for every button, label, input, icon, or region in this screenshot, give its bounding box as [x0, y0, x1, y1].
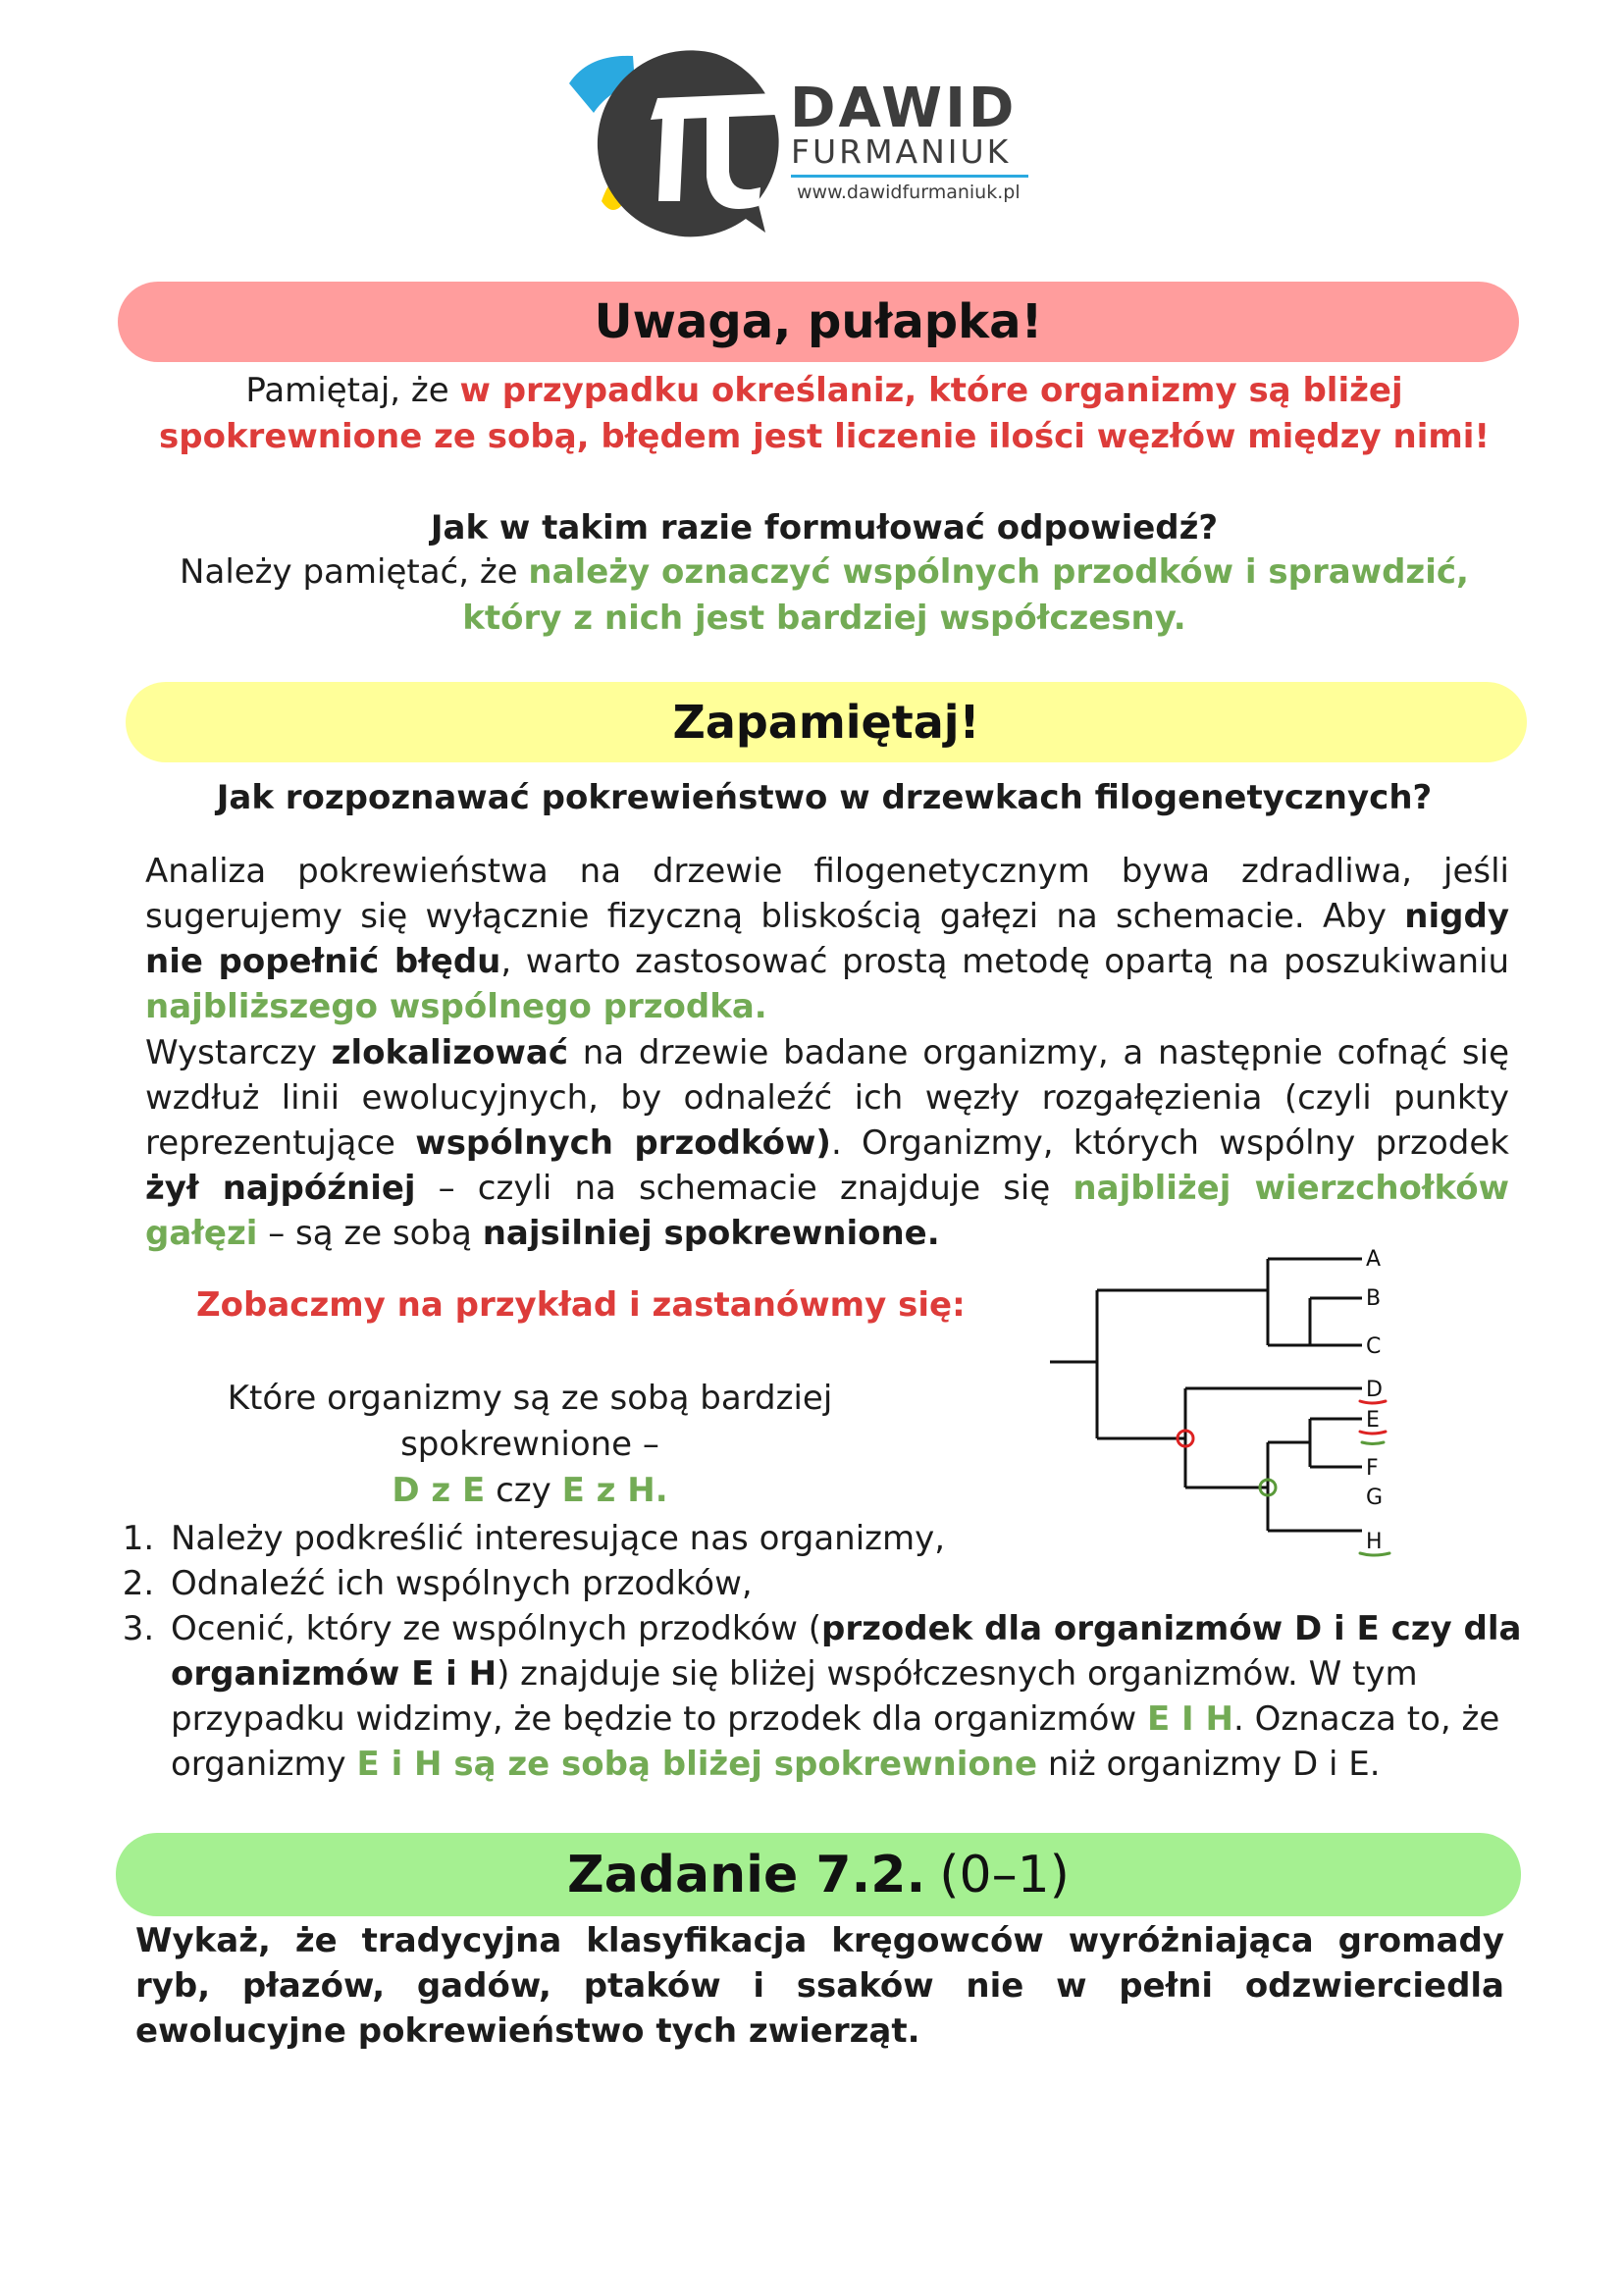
brand-divider [791, 175, 1028, 178]
step-2: 2. Odnaleźć ich wspólnych przodków, [165, 1561, 1529, 1606]
tree-leaf-labels [1366, 1247, 1383, 1554]
tree-leaf-D: D [1366, 1378, 1383, 1402]
steps-list [128, 1516, 1529, 1787]
trap-title: Uwaga, pułapka! [594, 294, 1043, 349]
remember-banner [126, 682, 1527, 762]
task-score: (0–1) [939, 1845, 1070, 1905]
trap-warning: w przypadku określaniz, które organizmy są bliżej spokrewnione ze sobą, błędem jest liczenie ilości węzłów między nimi! [159, 371, 1490, 456]
tree-leaf-B: B [1366, 1286, 1382, 1311]
remember-title: Zapamiętaj! [672, 696, 980, 749]
step-3: 3. Ocenić, który ze wspólnych przodków (przodek dla organizmów D i E czy dla organizmów E i H) znajduje się bliżej współczesnych organizmów. W tym przypadku widzimy, że będzie to przodek dla organizmów E I H. Oznacza to, że organizmy E i H są ze sobą bliżej spokrewnione niż organizmy D i E. [165, 1606, 1529, 1787]
trap-question: Jak w takim razie formułować odpowiedź? [430, 508, 1219, 548]
trap-text: Pamiętaj, że w przypadku określaniz, które organizmy są bliżej spokrewnione ze sobą, błędem jest liczenie ilości węzłów między nimi! [159, 371, 1490, 456]
tree-leaf-G: G [1366, 1486, 1384, 1510]
task-banner [116, 1833, 1521, 1916]
underline-E-green [1362, 1442, 1384, 1444]
tree-leaf-E: E [1366, 1408, 1380, 1433]
tree-leaf-H: H [1366, 1530, 1383, 1554]
step-1: 1. Należy podkreślić interesujące nas organizmy, [165, 1516, 1529, 1561]
remember-paragraph-2: Wystarczy zlokalizować na drzewie badane organizmy, a następnie cofnąć się wzdłuż linii ewolucyjnych, by odnaleźć ich węzły rozgałęzienia (czyli punkty reprezentujące wspólnych przodków). Organizmy, których wspólny przodek żył najpóźniej – czyli na schemacie znajduje się najbliżej wierzchołków gałęzi – są ze sobą najsilniej spokrewnione. [145, 1033, 1509, 1253]
logo-bubble [598, 50, 779, 236]
tree-leaf-F: F [1366, 1456, 1379, 1481]
tree-leaf-C: C [1366, 1334, 1382, 1359]
remember-paragraph-1: Analiza pokrewieństwa na drzewie filogenetycznym bywa zdradliwa, jeśli sugerujemy się wyłącznie fizyczną bliskością gałęzi na schemacie. Aby nigdy nie popełnić błędu, warto zastosować prostą metodę opartą na poszukiwaniu najbliższego wspólnego przodka. [145, 852, 1510, 1026]
example-question: Które organizmy są ze sobą bardziej spokrewnione – D z E czy E z H. [227, 1379, 833, 1510]
brand-name-first: DAWID [790, 77, 1018, 140]
task-text: Wykaż, że tradycyjna klasyfikacja kręgowców wyróżniająca gromady ryb, płazów, gadów, ptaków i ssaków nie w pełni odzwierciedla ewolucyjne pokrewieństwo tych zwierząt. [135, 1921, 1504, 2051]
brand-url: www.dawidfurmaniuk.pl [797, 182, 1021, 203]
trap-answer-highlight: należy oznaczyć wspólnych przodków i sprawdzić, który z nich jest bardziej współczesny. [462, 552, 1469, 638]
brand-name-last: FURMANIUK [791, 132, 1012, 171]
example-heading: Zobaczmy na przykład i zastanówmy się: [196, 1285, 966, 1325]
trap-banner [118, 282, 1519, 362]
trap-answer: Należy pamiętać, że należy oznaczyć wspólnych przodków i sprawdzić, który z nich jest bardziej współczesny. [180, 552, 1469, 638]
tree-branches [1050, 1259, 1362, 1531]
task-title: Zadanie 7.2. [567, 1845, 926, 1905]
remember-subheading: Jak rozpoznawać pokrewieństwo w drzewkach filogenetycznych? [216, 778, 1433, 817]
tree-leaf-A: A [1366, 1247, 1382, 1272]
